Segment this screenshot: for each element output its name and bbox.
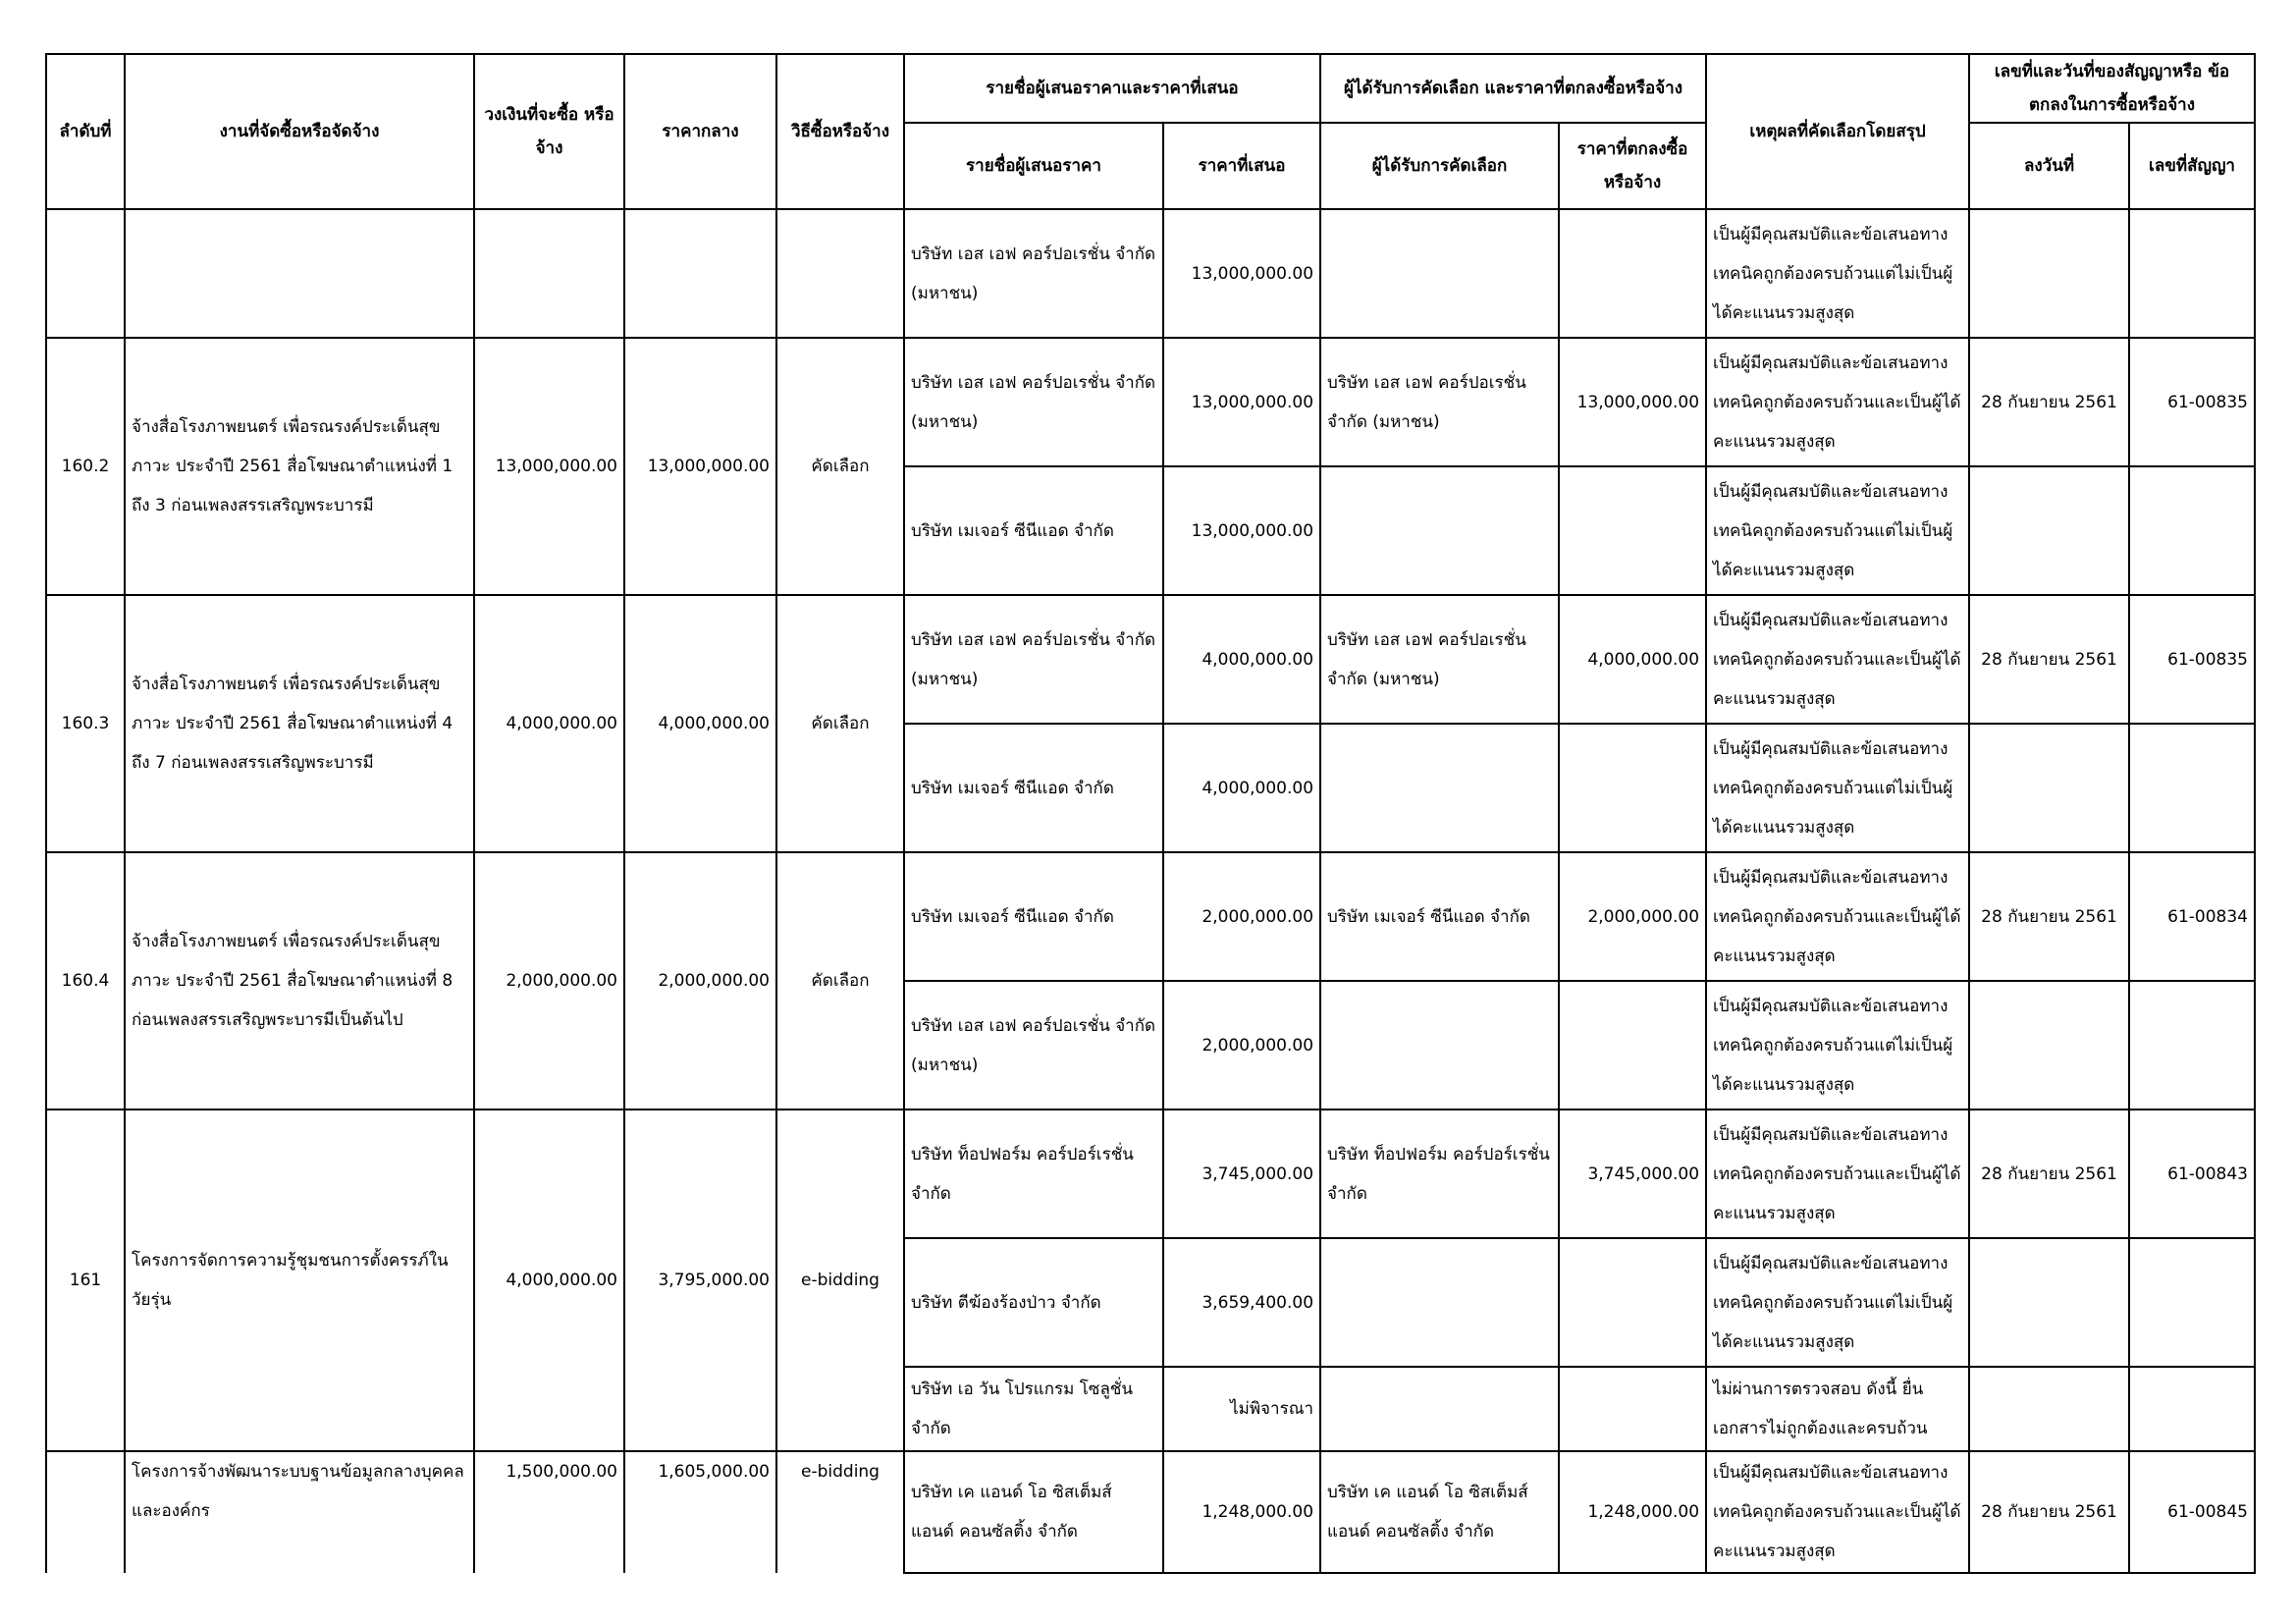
cell-reason: เป็นผู้มีคุณสมบัติและข้อเสนอทางเทคนิคถูกต้องครบถ้วนแต่ไม่เป็นผู้ได้คะแนนรวมสูงสุด bbox=[1706, 981, 1969, 1110]
cell-agreed-price bbox=[1559, 1367, 1706, 1451]
cell-contract-no bbox=[2129, 466, 2255, 595]
cell-agreed-price: 4,000,000.00 bbox=[1559, 595, 1706, 724]
header-contract-date: ลงวันที่ bbox=[1969, 123, 2129, 209]
header-no: ลำดับที่ bbox=[46, 54, 125, 209]
cell-median: 3,795,000.00 bbox=[624, 1110, 776, 1451]
cell-contract-no: 61-00835 bbox=[2129, 338, 2255, 466]
cell-bidder: บริษัท เอส เอฟ คอร์ปอเรชั่น จำกัด (มหาชน) bbox=[904, 595, 1163, 724]
header-contract-no: เลขที่สัญญา bbox=[2129, 123, 2255, 209]
cell-reason: เป็นผู้มีคุณสมบัติและข้อเสนอทางเทคนิคถูกต้องครบถ้วนแต่ไม่เป็นผู้ได้คะแนนรวมสูงสุด bbox=[1706, 1238, 1969, 1367]
cell-selected bbox=[1320, 1367, 1559, 1451]
cell-bid-price: 3,659,400.00 bbox=[1163, 1238, 1320, 1367]
table-row bbox=[46, 595, 2255, 724]
cell-contract-no bbox=[2129, 1238, 2255, 1367]
cell-reason: เป็นผู้มีคุณสมบัติและข้อเสนอทางเทคนิคถูกต้องครบถ้วนและเป็นผู้ได้คะแนนรวมสูงสุด bbox=[1706, 1110, 1969, 1238]
table-row bbox=[46, 1451, 2255, 1573]
cell-selected: บริษัท เอส เอฟ คอร์ปอเรชั่น จำกัด (มหาชน) bbox=[1320, 595, 1559, 724]
cell-agreed-price: 13,000,000.00 bbox=[1559, 338, 1706, 466]
cell-method: คัดเลือก bbox=[776, 595, 904, 852]
cell-contract-no: 61-00845 bbox=[2129, 1451, 2255, 1573]
cell-bidder: บริษัท เอส เอฟ คอร์ปอเรชั่น จำกัด (มหาชน) bbox=[904, 209, 1163, 338]
cell-contract-date bbox=[1969, 1367, 2129, 1451]
cell-budget: 1,500,000.00 bbox=[474, 1451, 624, 1573]
cell-no: 160.4 bbox=[46, 852, 125, 1110]
header-method: วิธีซื้อหรือจ้าง bbox=[776, 54, 904, 209]
cell-work bbox=[125, 209, 474, 338]
cell-bid-price: 3,745,000.00 bbox=[1163, 1110, 1320, 1238]
cell-bidder: บริษัท ท็อปฟอร์ม คอร์ปอร์เรชั่น จำกัด bbox=[904, 1110, 1163, 1238]
cell-selected: บริษัท เอส เอฟ คอร์ปอเรชั่น จำกัด (มหาชน) bbox=[1320, 338, 1559, 466]
header-agreed-price: ราคาที่ตกลงซื้อ หรือจ้าง bbox=[1559, 123, 1706, 209]
cell-agreed-price bbox=[1559, 981, 1706, 1110]
cell-method: คัดเลือก bbox=[776, 852, 904, 1110]
cell-reason: เป็นผู้มีคุณสมบัติและข้อเสนอทางเทคนิคถูกต้องครบถ้วนและเป็นผู้ได้คะแนนรวมสูงสุด bbox=[1706, 595, 1969, 724]
cell-bid-price: 2,000,000.00 bbox=[1163, 852, 1320, 981]
cell-no: 161 bbox=[46, 1110, 125, 1451]
header-contract-group: เลขที่และวันที่ของสัญญาหรือ ข้อตกลงในการซื้อหรือจ้าง bbox=[1969, 54, 2255, 123]
header-budget: วงเงินที่จะซื้อ หรือจ้าง bbox=[474, 54, 624, 209]
cell-bid-price: 4,000,000.00 bbox=[1163, 595, 1320, 724]
cell-bidder: บริษัท เมเจอร์ ซีนีแอด จำกัด bbox=[904, 466, 1163, 595]
cell-no: 160.2 bbox=[46, 338, 125, 595]
cell-median: 13,000,000.00 bbox=[624, 338, 776, 595]
cell-median: 4,000,000.00 bbox=[624, 595, 776, 852]
cell-contract-date: 28 กันยายน 2561 bbox=[1969, 1451, 2129, 1573]
cell-no bbox=[46, 1451, 125, 1573]
cell-selected bbox=[1320, 981, 1559, 1110]
cell-contract-date bbox=[1969, 1238, 2129, 1367]
cell-selected: บริษัท เค แอนด์ โอ ซิสเต็มส์ แอนด์ คอนซัลติ้ง จำกัด bbox=[1320, 1451, 1559, 1573]
cell-contract-date bbox=[1969, 466, 2129, 595]
cell-contract-date bbox=[1969, 209, 2129, 338]
cell-method: e-bidding bbox=[776, 1110, 904, 1451]
cell-reason: เป็นผู้มีคุณสมบัติและข้อเสนอทางเทคนิคถูกต้องครบถ้วนและเป็นผู้ได้คะแนนรวมสูงสุด bbox=[1706, 338, 1969, 466]
cell-agreed-price bbox=[1559, 209, 1706, 338]
header-bidders-group: รายชื่อผู้เสนอราคาและราคาที่เสนอ bbox=[904, 54, 1320, 123]
cell-selected bbox=[1320, 209, 1559, 338]
cell-selected: บริษัท เมเจอร์ ซีนีแอด จำกัด bbox=[1320, 852, 1559, 981]
cell-selected: บริษัท ท็อปฟอร์ม คอร์ปอร์เรชั่น จำกัด bbox=[1320, 1110, 1559, 1238]
cell-selected bbox=[1320, 466, 1559, 595]
table-row bbox=[46, 338, 2255, 466]
cell-reason: ไม่ผ่านการตรวจสอบ ดังนี้ ยื่นเอกสารไม่ถูกต้องและครบถ้วน bbox=[1706, 1367, 1969, 1451]
table-row bbox=[46, 209, 2255, 338]
cell-bidder: บริษัท เอส เอฟ คอร์ปอเรชั่น จำกัด (มหาชน) bbox=[904, 981, 1163, 1110]
cell-work: จ้างสื่อโรงภาพยนตร์ เพื่อรณรงค์ประเด็นสุขภาวะ ประจำปี 2561 สื่อโฆษณาตำแหน่งที่ 4 ถึง 7 ก่อนเพลงสรรเสริญพระบารมี bbox=[125, 595, 474, 852]
cell-bidder: บริษัท เมเจอร์ ซีนีแอด จำกัด bbox=[904, 724, 1163, 852]
cell-bidder: บริษัท ตีฆ้องร้องป่าว จำกัด bbox=[904, 1238, 1163, 1367]
cell-contract-date bbox=[1969, 981, 2129, 1110]
cell-bid-price: ไม่พิจารณา bbox=[1163, 1367, 1320, 1451]
cell-agreed-price: 2,000,000.00 bbox=[1559, 852, 1706, 981]
cell-reason: เป็นผู้มีคุณสมบัติและข้อเสนอทางเทคนิคถูกต้องครบถ้วนแต่ไม่เป็นผู้ได้คะแนนรวมสูงสุด bbox=[1706, 724, 1969, 852]
cell-work: โครงการจัดการความรู้ชุมชนการตั้งครรภ์ในวัยรุ่น bbox=[125, 1110, 474, 1451]
cell-reason: เป็นผู้มีคุณสมบัติและข้อเสนอทางเทคนิคถูกต้องครบถ้วนและเป็นผู้ได้คะแนนรวมสูงสุด bbox=[1706, 1451, 1969, 1573]
cell-work: จ้างสื่อโรงภาพยนตร์ เพื่อรณรงค์ประเด็นสุขภาวะ ประจำปี 2561 สื่อโฆษณาตำแหน่งที่ 8 ก่อนเพลงสรรเสริญพระบารมีเป็นต้นไป bbox=[125, 852, 474, 1110]
cell-agreed-price bbox=[1559, 1238, 1706, 1367]
cell-median: 2,000,000.00 bbox=[624, 852, 776, 1110]
cell-agreed-price bbox=[1559, 724, 1706, 852]
cell-contract-date bbox=[1969, 724, 2129, 852]
cell-bid-price: 1,248,000.00 bbox=[1163, 1451, 1320, 1573]
cell-budget bbox=[474, 209, 624, 338]
cell-budget: 4,000,000.00 bbox=[474, 595, 624, 852]
cell-contract-no bbox=[2129, 209, 2255, 338]
cell-no bbox=[46, 209, 125, 338]
cell-agreed-price bbox=[1559, 466, 1706, 595]
cell-agreed-price: 1,248,000.00 bbox=[1559, 1451, 1706, 1573]
cell-contract-date: 28 กันยายน 2561 bbox=[1969, 852, 2129, 981]
cell-budget: 2,000,000.00 bbox=[474, 852, 624, 1110]
header-selected-name: ผู้ได้รับการคัดเลือก bbox=[1320, 123, 1559, 209]
cell-method: คัดเลือก bbox=[776, 338, 904, 595]
cell-contract-date: 28 กันยายน 2561 bbox=[1969, 595, 2129, 724]
cell-bid-price: 13,000,000.00 bbox=[1163, 466, 1320, 595]
cell-bidder: บริษัท เอ วัน โปรแกรม โซลูชั่น จำกัด bbox=[904, 1367, 1163, 1451]
cell-bidder: บริษัท เค แอนด์ โอ ซิสเต็มส์ แอนด์ คอนซัลติ้ง จำกัด bbox=[904, 1451, 1163, 1573]
table-row bbox=[46, 1110, 2255, 1238]
cell-budget: 13,000,000.00 bbox=[474, 338, 624, 595]
cell-contract-date: 28 กันยายน 2561 bbox=[1969, 1110, 2129, 1238]
cell-contract-no bbox=[2129, 724, 2255, 852]
cell-median: 1,605,000.00 bbox=[624, 1451, 776, 1573]
cell-reason: เป็นผู้มีคุณสมบัติและข้อเสนอทางเทคนิคถูกต้องครบถ้วนแต่ไม่เป็นผู้ได้คะแนนรวมสูงสุด bbox=[1706, 466, 1969, 595]
cell-budget: 4,000,000.00 bbox=[474, 1110, 624, 1451]
table-row bbox=[46, 852, 2255, 981]
cell-contract-no bbox=[2129, 1367, 2255, 1451]
cell-reason: เป็นผู้มีคุณสมบัติและข้อเสนอทางเทคนิคถูกต้องครบถ้วนแต่ไม่เป็นผู้ได้คะแนนรวมสูงสุด bbox=[1706, 209, 1969, 338]
header-bidder-name: รายชื่อผู้เสนอราคา bbox=[904, 123, 1163, 209]
cell-selected bbox=[1320, 1238, 1559, 1367]
cell-median bbox=[624, 209, 776, 338]
cell-work: จ้างสื่อโรงภาพยนตร์ เพื่อรณรงค์ประเด็นสุขภาวะ ประจำปี 2561 สื่อโฆษณาตำแหน่งที่ 1 ถึง 3 ก่อนเพลงสรรเสริญพระบารมี bbox=[125, 338, 474, 595]
cell-method bbox=[776, 209, 904, 338]
cell-bid-price: 4,000,000.00 bbox=[1163, 724, 1320, 852]
cell-contract-date: 28 กันยายน 2561 bbox=[1969, 338, 2129, 466]
procurement-table bbox=[45, 53, 2256, 1574]
cell-contract-no: 61-00843 bbox=[2129, 1110, 2255, 1238]
cell-contract-no bbox=[2129, 981, 2255, 1110]
cell-bidder: บริษัท เอส เอฟ คอร์ปอเรชั่น จำกัด (มหาชน) bbox=[904, 338, 1163, 466]
cell-bidder: บริษัท เมเจอร์ ซีนีแอด จำกัด bbox=[904, 852, 1163, 981]
header-reason: เหตุผลที่คัดเลือกโดยสรุป bbox=[1706, 54, 1969, 209]
cell-bid-price: 13,000,000.00 bbox=[1163, 338, 1320, 466]
cell-selected bbox=[1320, 724, 1559, 852]
header-median-price: ราคากลาง bbox=[624, 54, 776, 209]
header-selected-group: ผู้ได้รับการคัดเลือก และราคาที่ตกลงซื้อหรือจ้าง bbox=[1320, 54, 1706, 123]
header-work: งานที่จัดซื้อหรือจัดจ้าง bbox=[125, 54, 474, 209]
cell-agreed-price: 3,745,000.00 bbox=[1559, 1110, 1706, 1238]
cell-contract-no: 61-00834 bbox=[2129, 852, 2255, 981]
cell-bid-price: 2,000,000.00 bbox=[1163, 981, 1320, 1110]
cell-contract-no: 61-00835 bbox=[2129, 595, 2255, 724]
cell-reason: เป็นผู้มีคุณสมบัติและข้อเสนอทางเทคนิคถูกต้องครบถ้วนและเป็นผู้ได้คะแนนรวมสูงสุด bbox=[1706, 852, 1969, 981]
cell-method: e-bidding bbox=[776, 1451, 904, 1573]
cell-no: 160.3 bbox=[46, 595, 125, 852]
header-bid-price: ราคาที่เสนอ bbox=[1163, 123, 1320, 209]
cell-bid-price: 13,000,000.00 bbox=[1163, 209, 1320, 338]
cell-work: โครงการจ้างพัฒนาระบบฐานข้อมูลกลางบุคคล และองค์กร bbox=[125, 1451, 474, 1573]
